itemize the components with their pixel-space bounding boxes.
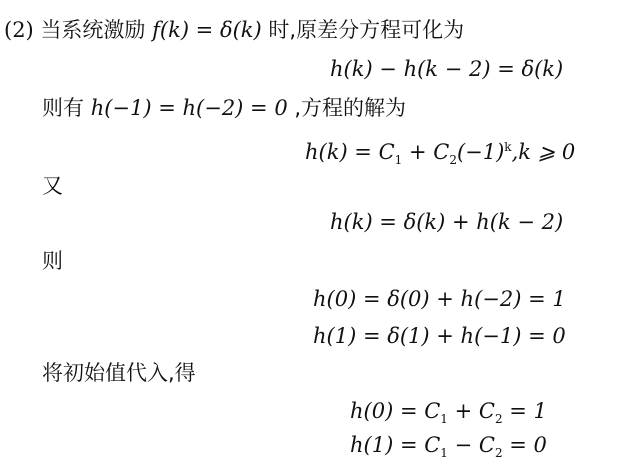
equation-difference: h(k) − h(k − 2) = δ(k) [330, 57, 564, 81]
equation-h1: h(1) = δ(1) + h(−1) = 0 [313, 324, 566, 348]
c-diff-sub2: 2 [494, 446, 503, 461]
c-diff-sub1: 1 [440, 446, 448, 461]
c-diff-post: = 0 [502, 433, 547, 457]
equation-general-solution [305, 133, 575, 174]
c-diff-pre: h(1) = C [350, 433, 441, 457]
general-solution-sup: k [504, 140, 512, 154]
general-solution-sub2: 2 [449, 153, 457, 168]
equation-recurrence: h(k) = δ(k) + h(k − 2) [330, 210, 564, 234]
general-solution-pre: h(k) = C [305, 140, 395, 164]
line-1-text-a: 当系统激励 [40, 18, 153, 42]
line-1-math: f(k) = δ(k) [152, 18, 262, 42]
line-1-text-b: 时,原差分方程可化为 [268, 18, 465, 42]
c-sum-pre: h(0) = C [350, 399, 441, 423]
general-solution-mid: + C [402, 140, 450, 164]
equation-h0: h(0) = δ(0) + h(−2) = 1 [313, 287, 566, 311]
line-3-text-b: ,方程的解为 [294, 96, 407, 120]
c-sum-post: = 1 [502, 399, 547, 423]
line-substitute: 将初始值代入,得 [42, 361, 196, 385]
general-solution-mid2: (−1) [456, 140, 505, 164]
c-diff-mid: − C [447, 433, 495, 457]
c-sum-mid: + C [447, 399, 495, 423]
line-1-intro [4, 16, 464, 44]
item-number: (2) [4, 18, 34, 42]
equation-c-diff [350, 431, 547, 467]
general-solution-sub1: 1 [394, 153, 403, 168]
c-sum-sub1: 1 [440, 412, 448, 427]
c-sum-sub2: 2 [494, 412, 503, 427]
line-you: 又 [42, 174, 63, 198]
line-3-math: h(−1) = h(−2) = 0 [90, 96, 288, 120]
line-ze: 则 [42, 249, 63, 273]
general-solution-post: ,k ⩾ 0 [511, 140, 576, 164]
line-3-initial [42, 94, 406, 122]
line-3-text-a: 则有 [42, 96, 91, 120]
equation-c-sum [350, 397, 547, 433]
